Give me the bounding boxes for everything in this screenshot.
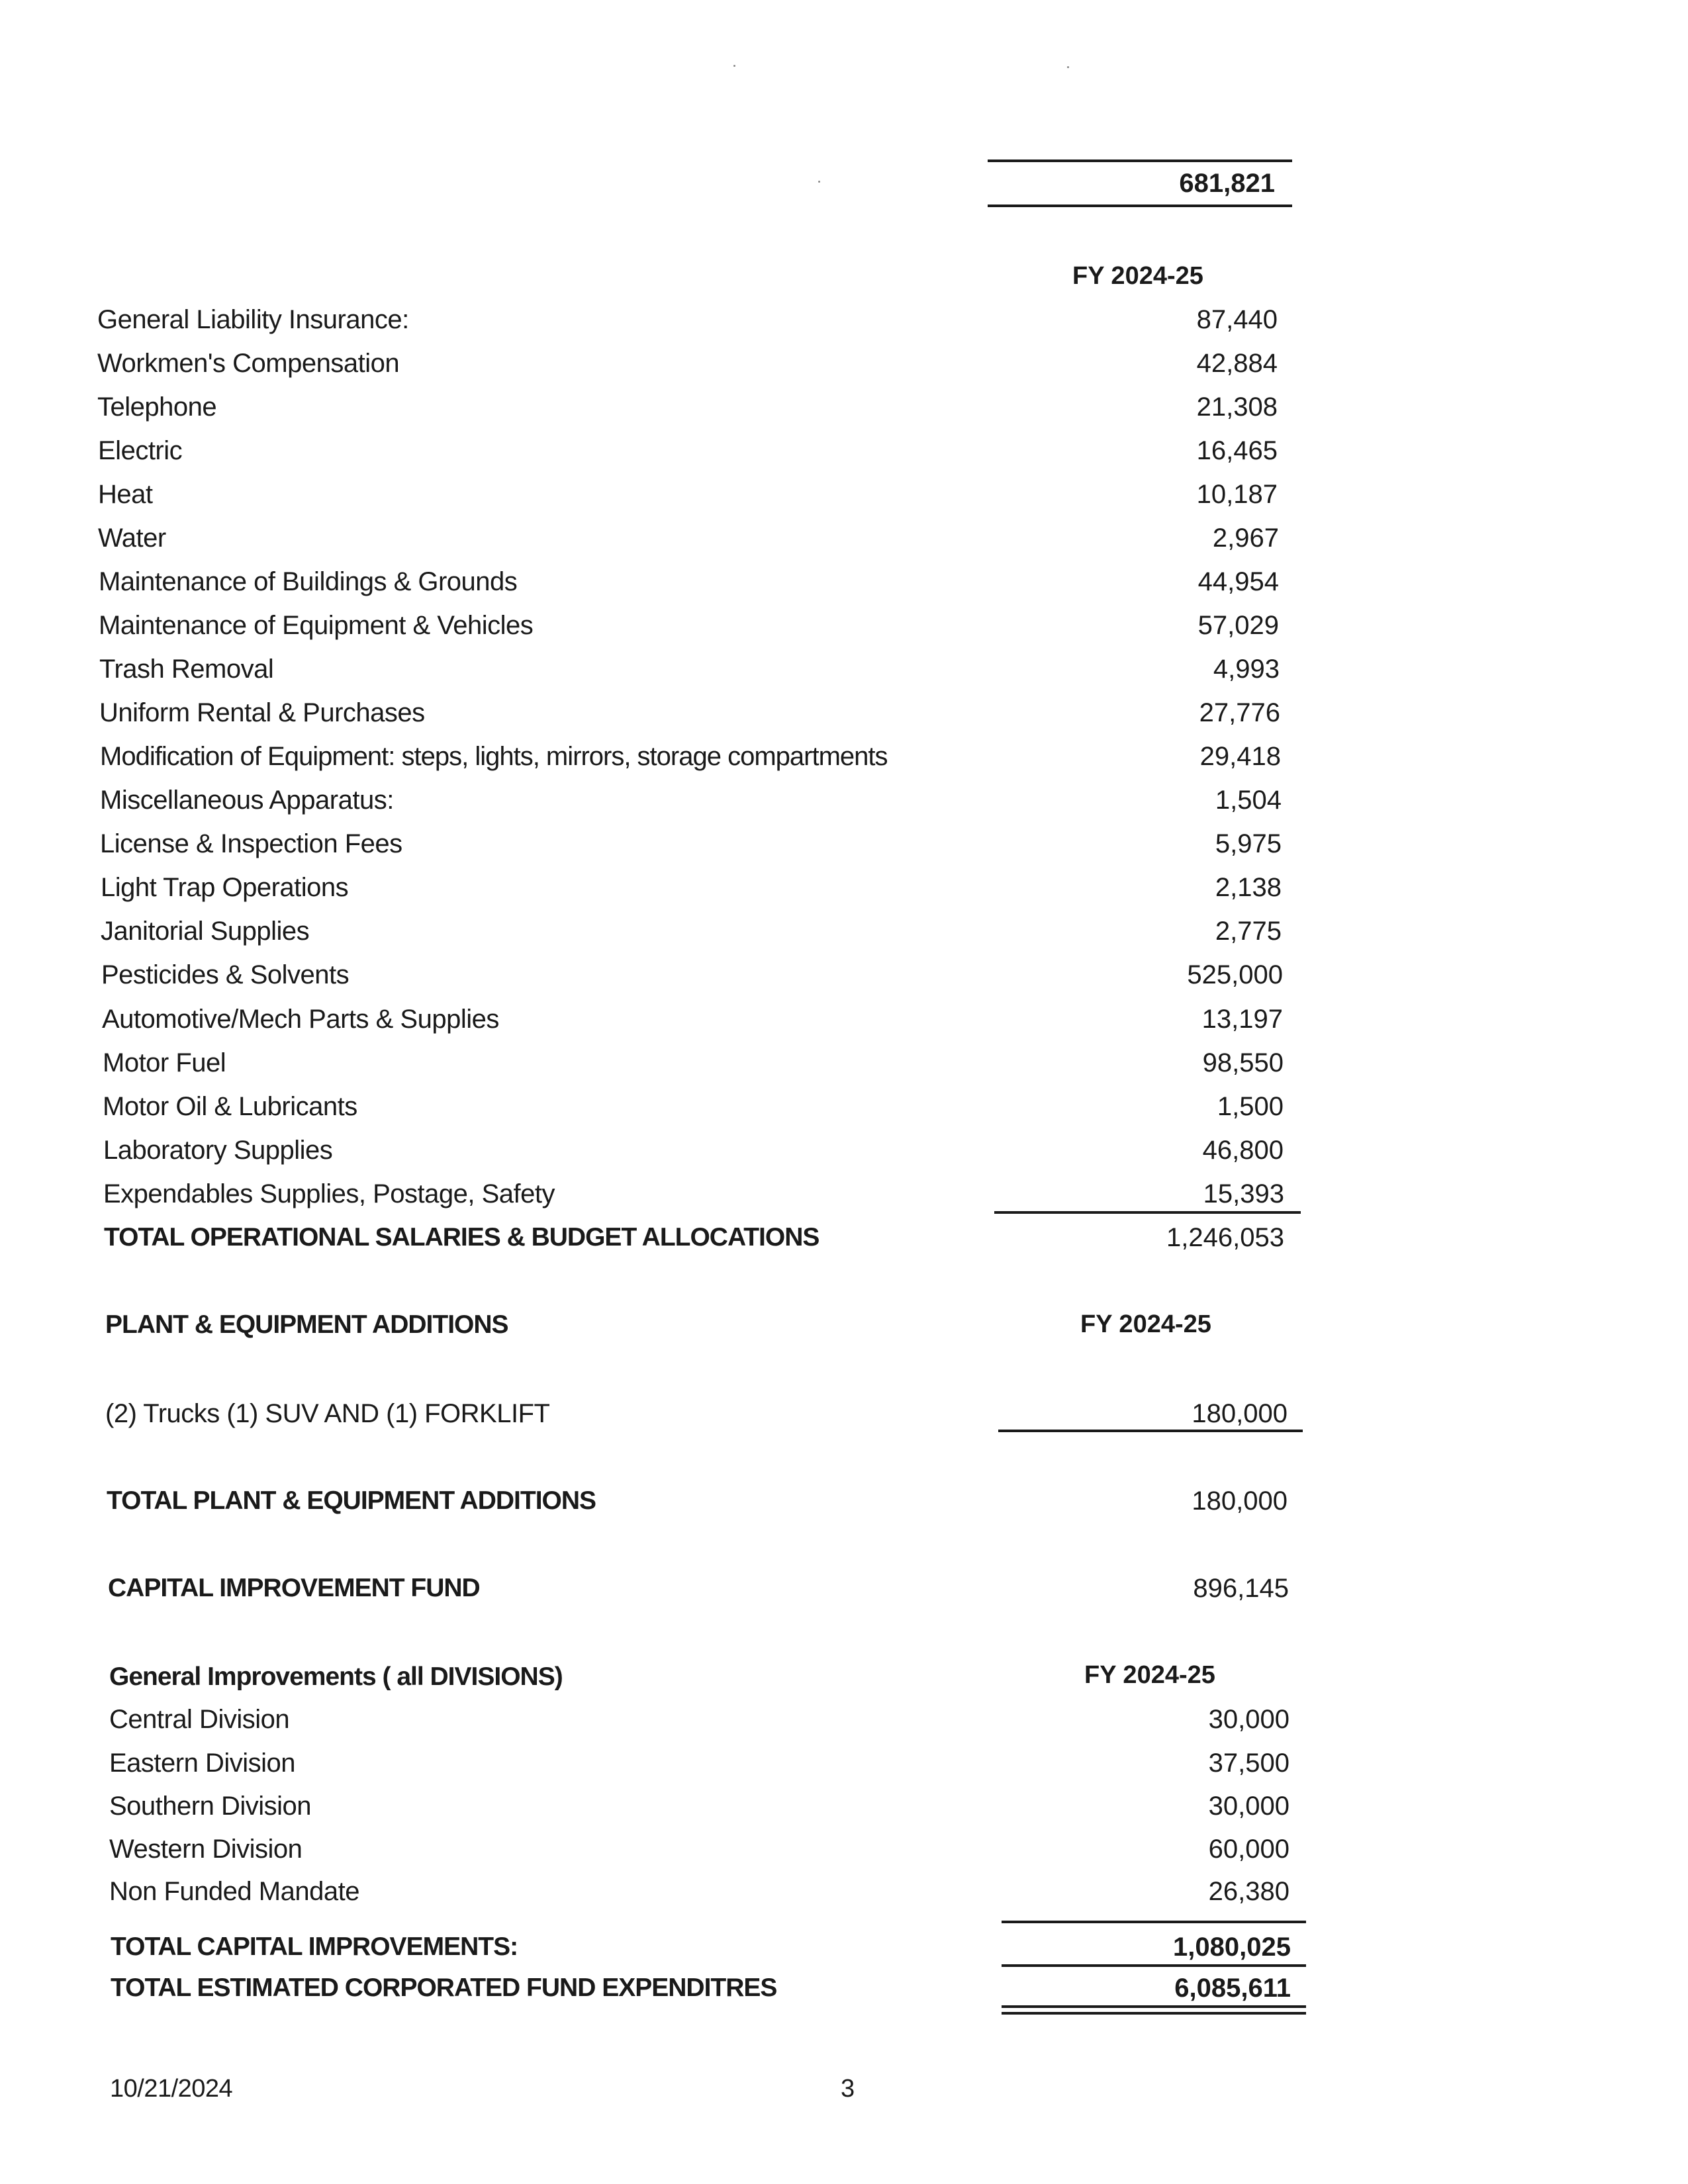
total-capital-value: 1,080,025 bbox=[1173, 1933, 1291, 1962]
line-item-value: 2,138 bbox=[1215, 873, 1282, 902]
division-value: 30,000 bbox=[1208, 1792, 1289, 1821]
division-value: 26,380 bbox=[1208, 1877, 1289, 1906]
total-capital-label: TOTAL CAPITAL IMPROVEMENTS: bbox=[111, 1933, 518, 1961]
line-item-label: Motor Fuel bbox=[103, 1048, 226, 1077]
division-value: 60,000 bbox=[1208, 1835, 1289, 1864]
line-item-value: 13,197 bbox=[1201, 1005, 1283, 1034]
line-item-label: Telephone bbox=[97, 392, 217, 422]
line-item-label: Modification of Equipment: steps, lights, mirrors, storage compartments bbox=[100, 742, 888, 771]
line-item-value: 10,187 bbox=[1196, 480, 1278, 509]
line-item-value: 42,884 bbox=[1196, 349, 1278, 378]
line-item-label: Heat bbox=[98, 480, 153, 509]
capital-total-rule-above bbox=[1002, 1921, 1306, 1923]
grand-total-double-rule-2 bbox=[1002, 2012, 1306, 2015]
line-item-label: Maintenance of Buildings & Grounds bbox=[99, 567, 518, 596]
line-item-value: 4,993 bbox=[1213, 655, 1280, 684]
plant-equipment-item-label: (2) Trucks (1) SUV AND (1) FORKLIFT bbox=[105, 1399, 550, 1428]
line-item-value: 29,418 bbox=[1199, 742, 1281, 771]
line-item-label: Electric bbox=[98, 436, 183, 465]
plant-equipment-total-value: 180,000 bbox=[1192, 1486, 1288, 1516]
line-item-label: Automotive/Mech Parts & Supplies bbox=[102, 1005, 499, 1034]
line-item-value: 57,029 bbox=[1197, 611, 1279, 640]
line-item-label: General Liability Insurance: bbox=[97, 305, 409, 334]
capital-fund-value: 896,145 bbox=[1193, 1574, 1289, 1603]
line-item-label: Expendables Supplies, Postage, Safety bbox=[103, 1179, 555, 1208]
plant-equipment-subtotal-rule bbox=[998, 1430, 1303, 1432]
capital-fund-label: CAPITAL IMPROVEMENT FUND bbox=[108, 1574, 480, 1602]
division-label: Central Division bbox=[109, 1705, 290, 1734]
general-improvements-heading: General Improvements ( all DIVISIONS) bbox=[109, 1662, 563, 1691]
division-label: Non Funded Mandate bbox=[109, 1877, 359, 1906]
line-item-value: 98,550 bbox=[1202, 1048, 1284, 1077]
top-total-rule-below bbox=[988, 205, 1292, 207]
scan-speck bbox=[1067, 66, 1069, 68]
footer-date: 10/21/2024 bbox=[110, 2075, 233, 2103]
line-item-value: 2,775 bbox=[1215, 917, 1282, 946]
line-item-label: Water bbox=[98, 523, 166, 553]
line-item-value: 44,954 bbox=[1197, 567, 1279, 596]
line-item-label: Trash Removal bbox=[99, 655, 274, 684]
footer-page-number: 3 bbox=[841, 2075, 855, 2103]
line-item-value: 87,440 bbox=[1196, 305, 1278, 334]
line-item-label: Laboratory Supplies bbox=[103, 1136, 333, 1165]
plant-equipment-item-value: 180,000 bbox=[1192, 1399, 1288, 1428]
capital-total-rule-below bbox=[1002, 1964, 1306, 1967]
line-item-label: Maintenance of Equipment & Vehicles bbox=[99, 611, 534, 640]
division-label: Southern Division bbox=[109, 1792, 311, 1821]
scan-speck bbox=[733, 65, 735, 67]
line-item-label: Light Trap Operations bbox=[101, 873, 349, 902]
line-item-label: Pesticides & Solvents bbox=[101, 960, 350, 989]
line-item-label: Miscellaneous Apparatus: bbox=[100, 786, 394, 815]
top-total-rule-above bbox=[988, 159, 1292, 162]
total-fund-label: TOTAL ESTIMATED CORPORATED FUND EXPENDITRES bbox=[111, 1974, 777, 2002]
line-item-value: 2,967 bbox=[1212, 523, 1279, 553]
plant-equipment-total-label: TOTAL PLANT & EQUIPMENT ADDITIONS bbox=[107, 1486, 596, 1515]
division-value: 37,500 bbox=[1208, 1749, 1289, 1778]
scan-speck bbox=[818, 181, 820, 183]
line-item-label: Janitorial Supplies bbox=[101, 917, 310, 946]
operational-subtotal-rule bbox=[994, 1211, 1301, 1214]
grand-total-double-rule-1 bbox=[1002, 2005, 1306, 2008]
operational-total-label: TOTAL OPERATIONAL SALARIES & BUDGET ALLOCATIONS bbox=[104, 1223, 820, 1251]
top-total-value: 681,821 bbox=[1179, 169, 1275, 198]
line-item-value: 27,776 bbox=[1199, 698, 1280, 727]
line-item-value: 1,500 bbox=[1217, 1092, 1284, 1121]
division-label: Western Division bbox=[109, 1835, 303, 1864]
line-item-value: 46,800 bbox=[1202, 1136, 1284, 1165]
line-item-value: 5,975 bbox=[1215, 829, 1282, 858]
line-item-label: Uniform Rental & Purchases bbox=[99, 698, 425, 727]
line-item-value: 16,465 bbox=[1196, 436, 1278, 465]
total-fund-value: 6,085,611 bbox=[1174, 1974, 1291, 2003]
operational-column-header: FY 2024-25 bbox=[1072, 262, 1203, 290]
line-item-label: License & Inspection Fees bbox=[100, 829, 402, 858]
division-label: Eastern Division bbox=[109, 1749, 296, 1778]
line-item-label: Workmen's Compensation bbox=[97, 349, 400, 378]
line-item-value: 525,000 bbox=[1187, 960, 1283, 989]
operational-total-value: 1,246,053 bbox=[1166, 1223, 1284, 1252]
line-item-value: 15,393 bbox=[1203, 1179, 1284, 1208]
line-item-value: 1,504 bbox=[1215, 786, 1282, 815]
general-improvements-column-header: FY 2024-25 bbox=[1084, 1661, 1215, 1689]
plant-equipment-heading: PLANT & EQUIPMENT ADDITIONS bbox=[105, 1310, 508, 1339]
line-item-label: Motor Oil & Lubricants bbox=[103, 1092, 357, 1121]
division-value: 30,000 bbox=[1208, 1705, 1289, 1734]
plant-equipment-column-header: FY 2024-25 bbox=[1080, 1310, 1211, 1338]
line-item-value: 21,308 bbox=[1196, 392, 1278, 422]
